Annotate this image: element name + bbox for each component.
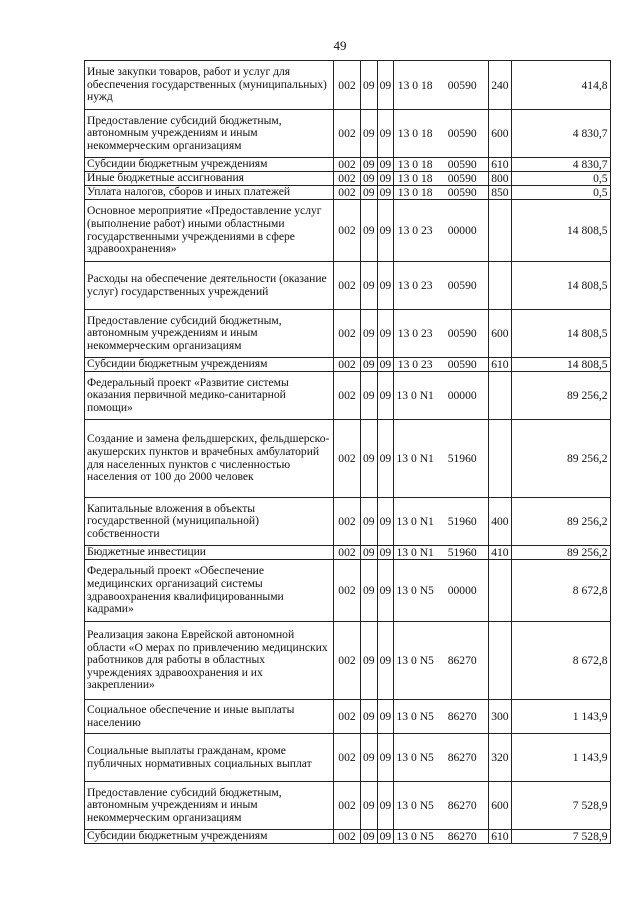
table-row	[85, 372, 611, 420]
amount-cell: 4 830,7	[511, 158, 610, 172]
table-row	[85, 61, 611, 110]
program-code-cell: 13 0 23	[394, 200, 437, 262]
admin-code-cell: 002	[334, 262, 361, 310]
section-code-cell: 09	[361, 358, 378, 372]
amount-cell: 89 256,2	[511, 546, 610, 560]
table-row	[85, 262, 611, 310]
expense-name-cell: Субсидии бюджетным учреждениям	[85, 358, 334, 372]
admin-code-cell: 002	[334, 734, 361, 782]
section-code-cell: 09	[361, 546, 378, 560]
table-row	[85, 420, 611, 498]
amount-cell: 4 830,7	[511, 110, 610, 158]
amount-cell: 89 256,2	[511, 498, 610, 546]
expense-type-cell: 600	[489, 310, 511, 358]
subsection-code-cell: 09	[377, 358, 394, 372]
admin-code-cell: 002	[334, 420, 361, 498]
program-code-cell: 13 0 N1	[394, 372, 437, 420]
program-code-cell: 13 0 N5	[394, 734, 437, 782]
section-code-cell: 09	[361, 186, 378, 200]
admin-code-cell: 002	[334, 200, 361, 262]
direction-code-cell: 00000	[436, 372, 489, 420]
budget-table-body	[85, 61, 611, 844]
expense-name-cell: Иные бюджетные ассигнования	[85, 172, 334, 186]
program-code-cell: 13 0 18	[394, 186, 437, 200]
budget-table	[84, 60, 611, 844]
table-row	[85, 310, 611, 358]
direction-code-cell: 86270	[436, 782, 489, 830]
table-row	[85, 782, 611, 830]
expense-name-cell: Основное мероприятие «Предоставление услуг (выполнение работ) иными областными государственными учреждениями в сфере здравоохранения»	[85, 200, 334, 262]
subsection-code-cell: 09	[377, 372, 394, 420]
direction-code-cell: 00000	[436, 560, 489, 622]
amount-cell: 14 808,5	[511, 200, 610, 262]
expense-type-cell: 320	[489, 734, 511, 782]
expense-name-cell: Предоставление субсидий бюджетным, автономным учреждениям и иным некоммерческим организациям	[85, 310, 334, 358]
program-code-cell: 13 0 N5	[394, 830, 437, 844]
amount-cell: 1 143,9	[511, 700, 610, 734]
expense-name-cell: Создание и замена фельдшерских, фельдшерско-акушерских пунктов и врачебных амбулаторий для населенных пунктов с численностью населения от 100 до 2000 человек	[85, 420, 334, 498]
subsection-code-cell: 09	[377, 782, 394, 830]
amount-cell: 89 256,2	[511, 420, 610, 498]
table-row	[85, 186, 611, 200]
program-code-cell: 13 0 23	[394, 358, 437, 372]
section-code-cell: 09	[361, 61, 378, 110]
section-code-cell: 09	[361, 420, 378, 498]
expense-type-cell	[489, 262, 511, 310]
direction-code-cell: 86270	[436, 700, 489, 734]
section-code-cell: 09	[361, 200, 378, 262]
direction-code-cell: 86270	[436, 734, 489, 782]
direction-code-cell: 00590	[436, 262, 489, 310]
amount-cell: 14 808,5	[511, 358, 610, 372]
amount-cell: 14 808,5	[511, 310, 610, 358]
program-code-cell: 13 0 N1	[394, 420, 437, 498]
amount-cell: 8 672,8	[511, 622, 610, 700]
expense-type-cell	[489, 372, 511, 420]
subsection-code-cell: 09	[377, 560, 394, 622]
expense-name-cell: Реализация закона Еврейской автономной области «О мерах по привлечению медицинских работников для работы в областных учреждениях здравоохранения и их закреплении»	[85, 622, 334, 700]
direction-code-cell: 86270	[436, 622, 489, 700]
expense-name-cell: Социальные выплаты гражданам, кроме публичных нормативных социальных выплат	[85, 734, 334, 782]
section-code-cell: 09	[361, 782, 378, 830]
expense-name-cell: Субсидии бюджетным учреждениям	[85, 830, 334, 844]
admin-code-cell: 002	[334, 186, 361, 200]
table-row	[85, 830, 611, 844]
section-code-cell: 09	[361, 172, 378, 186]
admin-code-cell: 002	[334, 358, 361, 372]
expense-name-cell: Уплата налогов, сборов и иных платежей	[85, 186, 334, 200]
table-row	[85, 358, 611, 372]
expense-type-cell: 610	[489, 358, 511, 372]
expense-name-cell: Социальное обеспечение и иные выплаты населению	[85, 700, 334, 734]
section-code-cell: 09	[361, 560, 378, 622]
expense-name-cell: Субсидии бюджетным учреждениям	[85, 158, 334, 172]
expense-type-cell: 610	[489, 158, 511, 172]
table-row	[85, 700, 611, 734]
admin-code-cell: 002	[334, 830, 361, 844]
table-row	[85, 560, 611, 622]
amount-cell: 89 256,2	[511, 372, 610, 420]
section-code-cell: 09	[361, 372, 378, 420]
subsection-code-cell: 09	[377, 262, 394, 310]
section-code-cell: 09	[361, 734, 378, 782]
subsection-code-cell: 09	[377, 420, 394, 498]
expense-name-cell: Капитальные вложения в объекты государственной (муниципальной) собственности	[85, 498, 334, 546]
program-code-cell: 13 0 N5	[394, 560, 437, 622]
section-code-cell: 09	[361, 700, 378, 734]
expense-type-cell: 610	[489, 830, 511, 844]
section-code-cell: 09	[361, 310, 378, 358]
amount-cell: 0,5	[511, 172, 610, 186]
subsection-code-cell: 09	[377, 498, 394, 546]
amount-cell: 414,8	[511, 61, 610, 110]
direction-code-cell: 00590	[436, 158, 489, 172]
subsection-code-cell: 09	[377, 830, 394, 844]
program-code-cell: 13 0 N1	[394, 546, 437, 560]
direction-code-cell: 51960	[436, 498, 489, 546]
expense-name-cell: Бюджетные инвестиции	[85, 546, 334, 560]
expense-type-cell: 600	[489, 782, 511, 830]
direction-code-cell: 51960	[436, 546, 489, 560]
program-code-cell: 13 0 N5	[394, 782, 437, 830]
subsection-code-cell: 09	[377, 186, 394, 200]
section-code-cell: 09	[361, 622, 378, 700]
expense-name-cell: Предоставление субсидий бюджетным, автономным учреждениям и иным некоммерческим организациям	[85, 110, 334, 158]
expense-name-cell: Федеральный проект «Развитие системы оказания первичной медико-санитарной помощи»	[85, 372, 334, 420]
subsection-code-cell: 09	[377, 700, 394, 734]
program-code-cell: 13 0 23	[394, 310, 437, 358]
section-code-cell: 09	[361, 498, 378, 546]
expense-type-cell	[489, 200, 511, 262]
table-row	[85, 158, 611, 172]
direction-code-cell: 00590	[436, 186, 489, 200]
amount-cell: 1 143,9	[511, 734, 610, 782]
program-code-cell: 13 0 N5	[394, 700, 437, 734]
subsection-code-cell: 09	[377, 622, 394, 700]
expense-type-cell: 410	[489, 546, 511, 560]
program-code-cell: 13 0 N1	[394, 498, 437, 546]
expense-type-cell: 600	[489, 110, 511, 158]
expense-type-cell: 400	[489, 498, 511, 546]
subsection-code-cell: 09	[377, 61, 394, 110]
program-code-cell: 13 0 18	[394, 172, 437, 186]
direction-code-cell: 51960	[436, 420, 489, 498]
expense-type-cell: 850	[489, 186, 511, 200]
table-row	[85, 110, 611, 158]
direction-code-cell: 00590	[436, 61, 489, 110]
admin-code-cell: 002	[334, 782, 361, 830]
direction-code-cell: 00590	[436, 358, 489, 372]
direction-code-cell: 00590	[436, 310, 489, 358]
expense-name-cell: Расходы на обеспечение деятельности (оказание услуг) государственных учреждений	[85, 262, 334, 310]
program-code-cell: 13 0 N5	[394, 622, 437, 700]
program-code-cell: 13 0 18	[394, 61, 437, 110]
program-code-cell: 13 0 18	[394, 158, 437, 172]
table-row	[85, 622, 611, 700]
subsection-code-cell: 09	[377, 110, 394, 158]
program-code-cell: 13 0 23	[394, 262, 437, 310]
table-row	[85, 172, 611, 186]
admin-code-cell: 002	[334, 560, 361, 622]
admin-code-cell: 002	[334, 172, 361, 186]
subsection-code-cell: 09	[377, 310, 394, 358]
table-row	[85, 546, 611, 560]
admin-code-cell: 002	[334, 498, 361, 546]
amount-cell: 14 808,5	[511, 262, 610, 310]
expense-type-cell: 300	[489, 700, 511, 734]
program-code-cell: 13 0 18	[394, 110, 437, 158]
direction-code-cell: 86270	[436, 830, 489, 844]
expense-name-cell: Федеральный проект «Обеспечение медицинских организаций системы здравоохранения квалифицированными кадрами»	[85, 560, 334, 622]
table-row	[85, 200, 611, 262]
expense-type-cell	[489, 560, 511, 622]
direction-code-cell: 00590	[436, 172, 489, 186]
admin-code-cell: 002	[334, 61, 361, 110]
expense-type-cell: 240	[489, 61, 511, 110]
page-number: 49	[333, 38, 347, 53]
table-row	[85, 734, 611, 782]
admin-code-cell: 002	[334, 622, 361, 700]
direction-code-cell: 00590	[436, 110, 489, 158]
expense-name-cell: Предоставление субсидий бюджетным, автономным учреждениям и иным некоммерческим организациям	[85, 782, 334, 830]
subsection-code-cell: 09	[377, 158, 394, 172]
amount-cell: 8 672,8	[511, 560, 610, 622]
admin-code-cell: 002	[334, 372, 361, 420]
amount-cell: 7 528,9	[511, 782, 610, 830]
subsection-code-cell: 09	[377, 734, 394, 782]
section-code-cell: 09	[361, 158, 378, 172]
section-code-cell: 09	[361, 830, 378, 844]
expense-type-cell	[489, 622, 511, 700]
direction-code-cell: 00000	[436, 200, 489, 262]
subsection-code-cell: 09	[377, 172, 394, 186]
amount-cell: 0,5	[511, 186, 610, 200]
subsection-code-cell: 09	[377, 200, 394, 262]
section-code-cell: 09	[361, 110, 378, 158]
admin-code-cell: 002	[334, 700, 361, 734]
admin-code-cell: 002	[334, 546, 361, 560]
table-row	[85, 498, 611, 546]
admin-code-cell: 002	[334, 310, 361, 358]
expense-type-cell: 800	[489, 172, 511, 186]
section-code-cell: 09	[361, 262, 378, 310]
expense-type-cell	[489, 420, 511, 498]
expense-name-cell: Иные закупки товаров, работ и услуг для обеспечения государственных (муниципальных) нужд	[85, 61, 334, 110]
admin-code-cell: 002	[334, 110, 361, 158]
subsection-code-cell: 09	[377, 546, 394, 560]
amount-cell: 7 528,9	[511, 830, 610, 844]
admin-code-cell: 002	[334, 158, 361, 172]
